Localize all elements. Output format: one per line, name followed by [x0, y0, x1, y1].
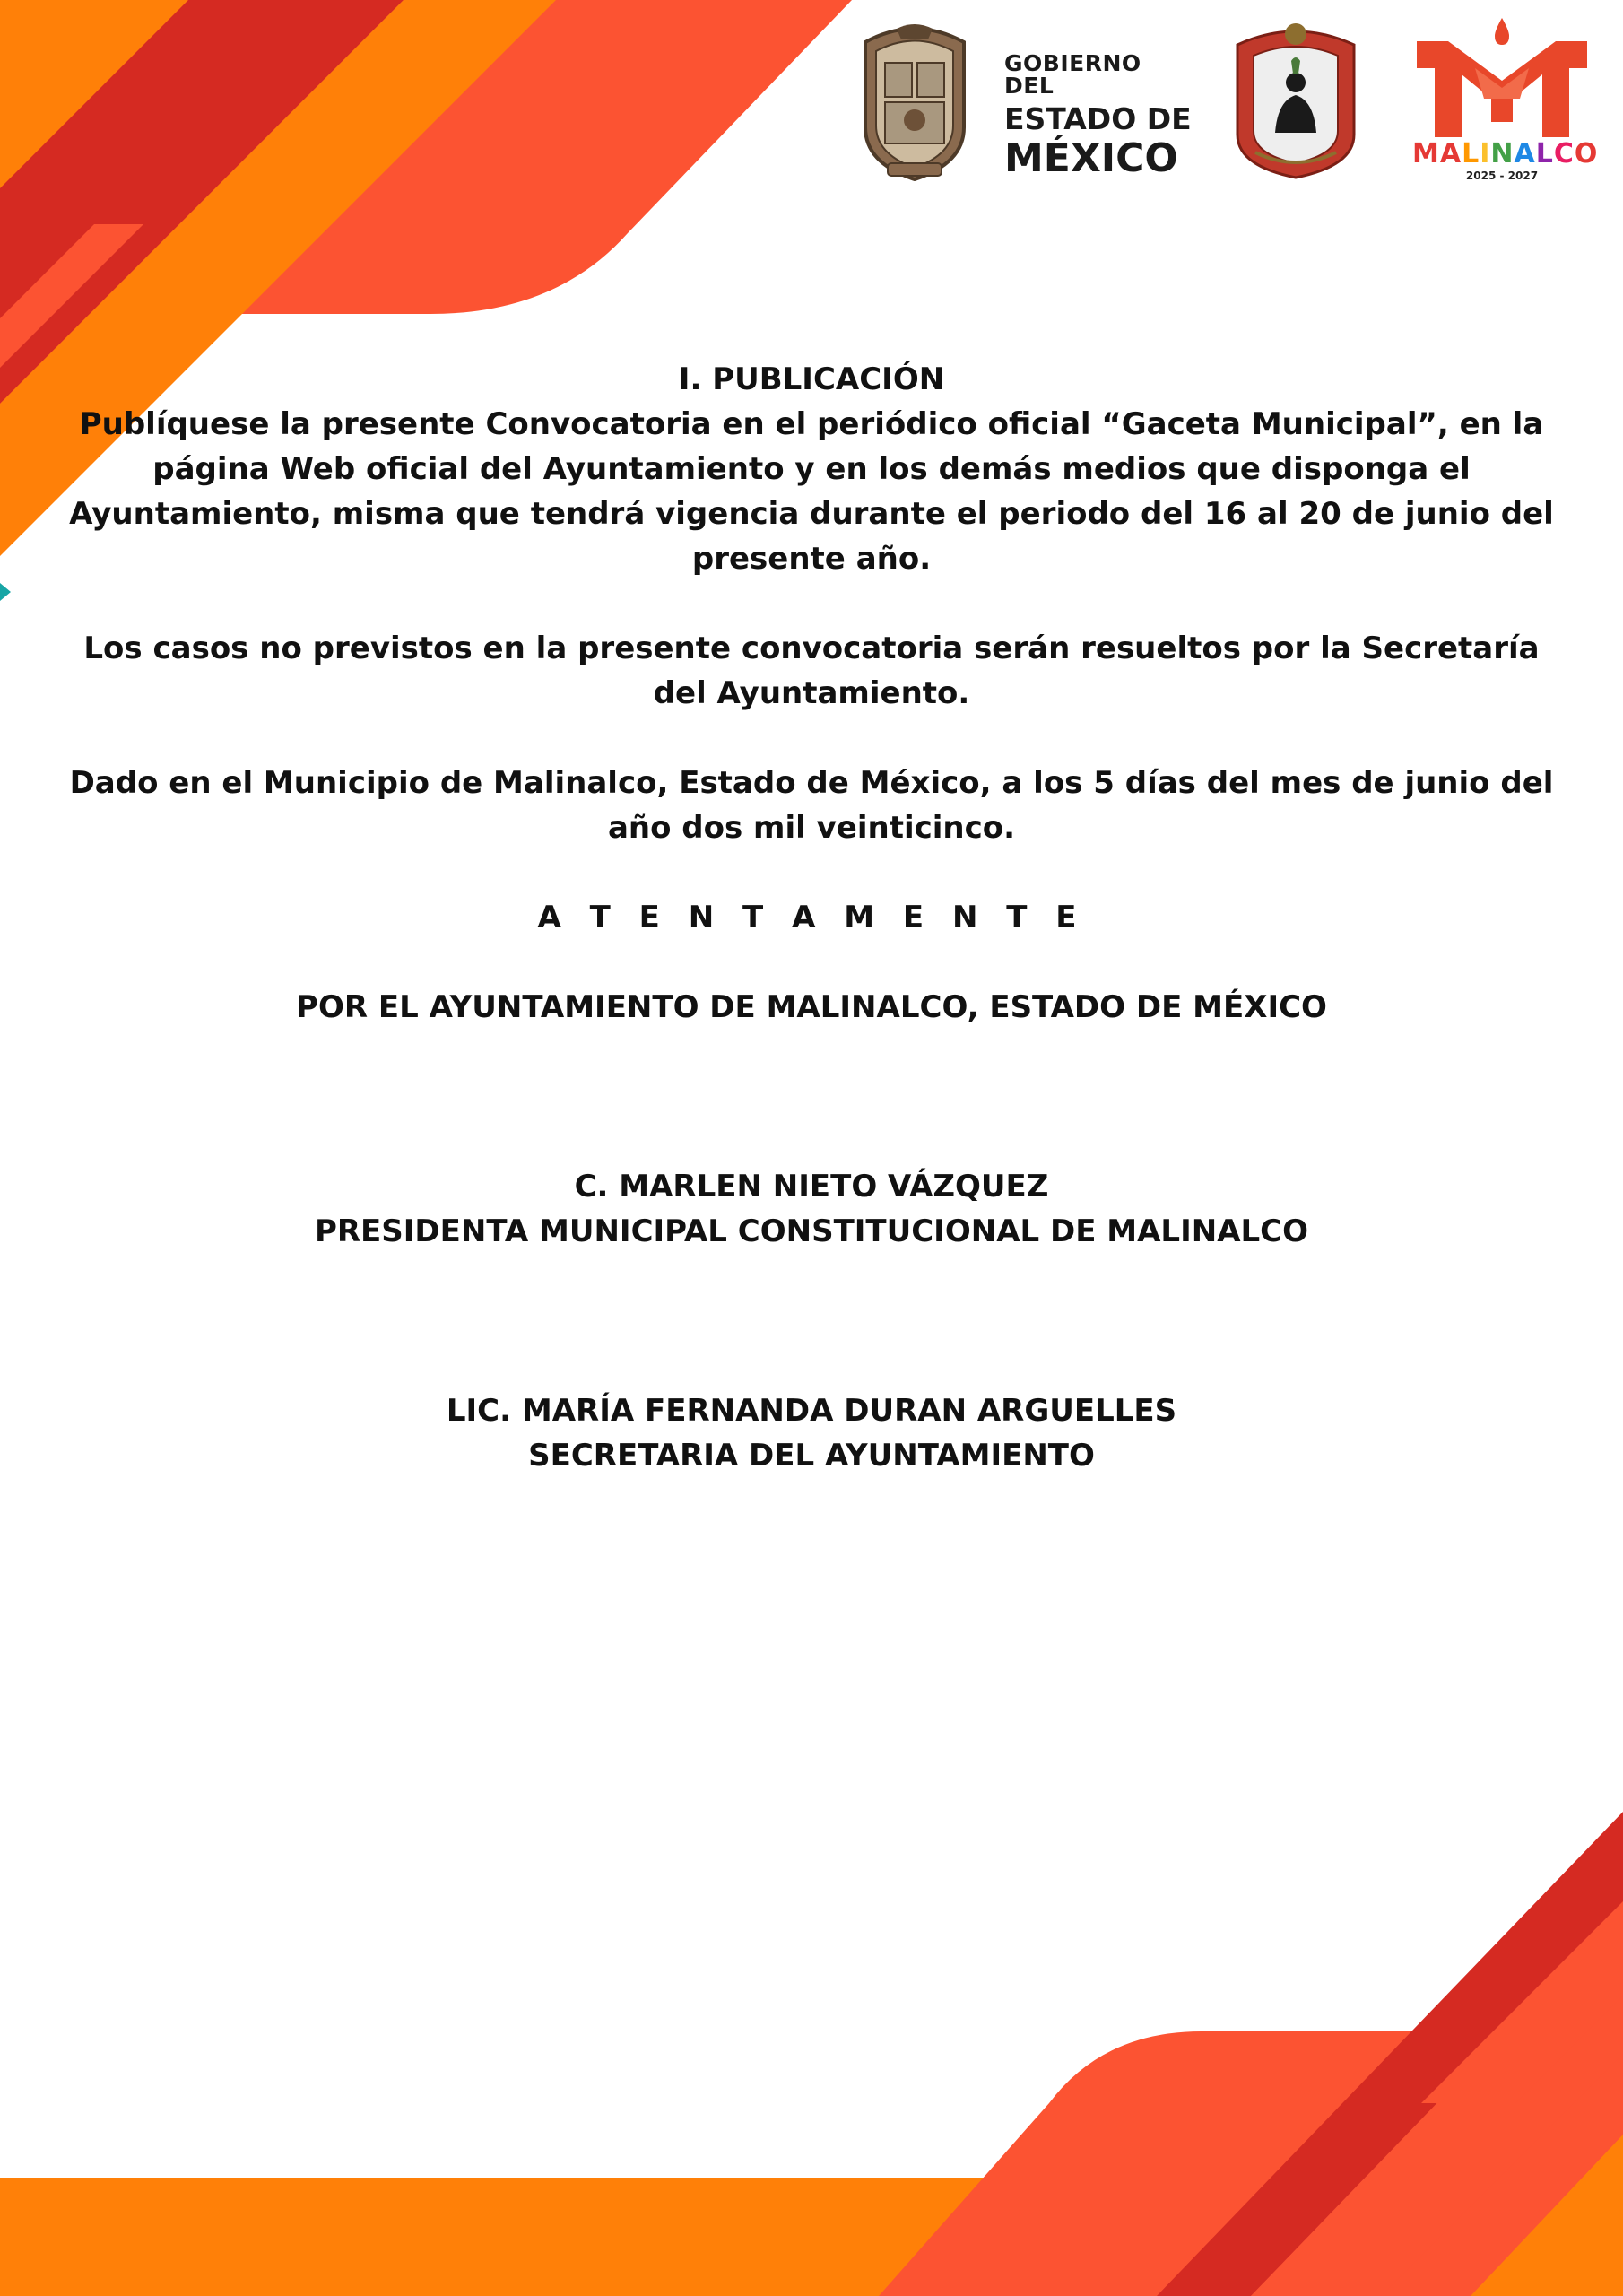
signer-1-name: C. MARLEN NIETO VÁZQUEZ [574, 1169, 1049, 1205]
signature-space [63, 1254, 1560, 1388]
signer-1-title: PRESIDENTA MUNICIPAL CONSTITUCIONAL DE MALINALCO [314, 1213, 1309, 1249]
malinalco-wordmark [1412, 138, 1599, 170]
estado-mexico-coat-of-arms-icon [847, 20, 982, 181]
municipal-shield-icon [1228, 18, 1363, 179]
gobierno-line-2: ESTADO DE [1004, 101, 1192, 136]
unforeseen-cases-paragraph: Los casos no previstos en la presente convocatoria serán resueltos por la Secretaría del Ayuntamiento. [83, 631, 1540, 711]
municipio-malinalco-coat-of-arms [1228, 18, 1363, 179]
by-ayuntamiento-line: POR EL AYUNTAMIENTO DE MALINALCO, ESTADO DE MÉXICO [296, 989, 1327, 1025]
malinalco-emblem-icon [1412, 16, 1592, 142]
closing-salutation: A T E N T A M E N T E [537, 900, 1086, 935]
malinalco-letter: O [1574, 138, 1599, 170]
malinalco-letter: A [1514, 138, 1536, 170]
header-logos [847, 16, 1599, 187]
malinalco-letter: I [1480, 138, 1491, 170]
spacer [63, 850, 1560, 895]
bottom-right-decoration [879, 1812, 1623, 2296]
malinalco-letter: C [1553, 138, 1575, 170]
malinalco-letter: L [1535, 138, 1554, 170]
spacer [63, 940, 1560, 985]
gobierno-line-1: GOBIERNO DEL [1004, 50, 1141, 99]
malinalco-years: 2025 - 2027 [1465, 170, 1539, 182]
gobierno-estado-mexico-wordmark [1004, 50, 1197, 181]
malinalco-2025-2027-logo [1412, 16, 1599, 187]
signature-space [63, 1030, 1560, 1164]
gobierno-line-3: MÉXICO [1004, 135, 1178, 181]
spacer [63, 716, 1560, 761]
signer-2-name: LIC. MARÍA FERNANDA DURAN ARGUELLES [446, 1393, 1177, 1429]
malinalco-letter: M [1412, 138, 1440, 170]
malinalco-letter: N [1490, 138, 1515, 170]
section-title: I. PUBLICACIÓN [678, 361, 945, 397]
malinalco-letter: A [1439, 138, 1462, 170]
signer-2-title: SECRETARIA DEL AYUNTAMIENTO [528, 1438, 1095, 1474]
gobierno-estado-mexico-logo [847, 20, 1197, 181]
publication-paragraph: Publíquese la presente Convocatoria en el periódico oficial “Gaceta Municipal”, en la página Web oficial del Ayuntamiento y en los demás medios que disponga el Ayuntamiento, misma que tendrá vigencia durante el periodo del 16 al 20 de junio del presente año. [69, 406, 1554, 577]
document-body [63, 357, 1560, 1478]
date-paragraph: Dado en el Municipio de Malinalco, Estado de México, a los 5 días del mes de junio del año dos mil veinticinco. [69, 765, 1554, 846]
spacer [63, 581, 1560, 626]
malinalco-letter: L [1462, 138, 1480, 170]
